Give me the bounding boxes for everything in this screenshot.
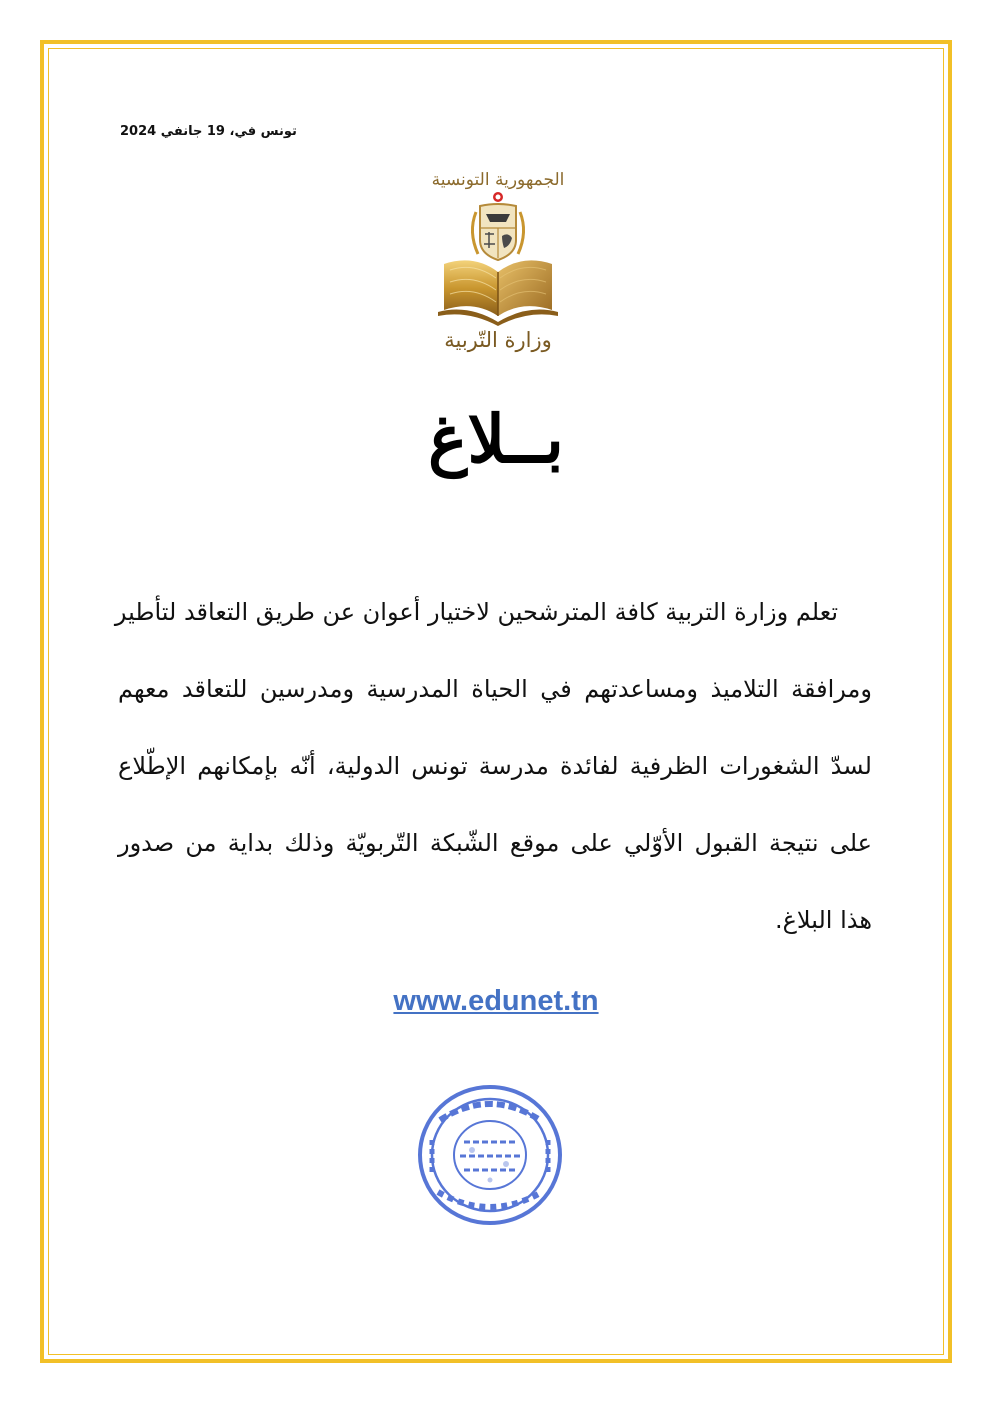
ministry-logo — [418, 170, 578, 365]
notice-line: هذا البلاغ. — [774, 906, 872, 934]
date-line: تونس في، 19 جانفي 2024 — [120, 124, 297, 139]
ministry-caption: وزارة التّربية — [444, 328, 552, 352]
notice-line: تعلم وزارة التربية كافة المترشحين لاختيار أعوان عن طريق التعاقد لتأطير — [114, 598, 838, 626]
edunet-link[interactable]: www.edunet.tn — [393, 985, 599, 1017]
emblem-book-icon — [418, 192, 578, 327]
notice-line: على نتيجة القبول الأوّلي على موقع الشّبكة التّربويّة وذلك بداية من صدور — [118, 829, 872, 857]
notice-line: ومرافقة التلاميذ ومساعدتهم في الحياة المدرسية ومدرسين للتعاقد معهم — [118, 675, 872, 703]
notice-body — [114, 590, 872, 975]
notice-title: بــلاغ — [428, 400, 564, 478]
republic-caption: الجمهورية التونسية — [431, 170, 565, 190]
notice-line: لسدّ الشغورات الظرفية لفائدة مدرسة تونس الدولية، أنّه بإمكانهم الإطّلاع — [118, 752, 872, 780]
official-stamp-icon — [410, 1080, 570, 1230]
